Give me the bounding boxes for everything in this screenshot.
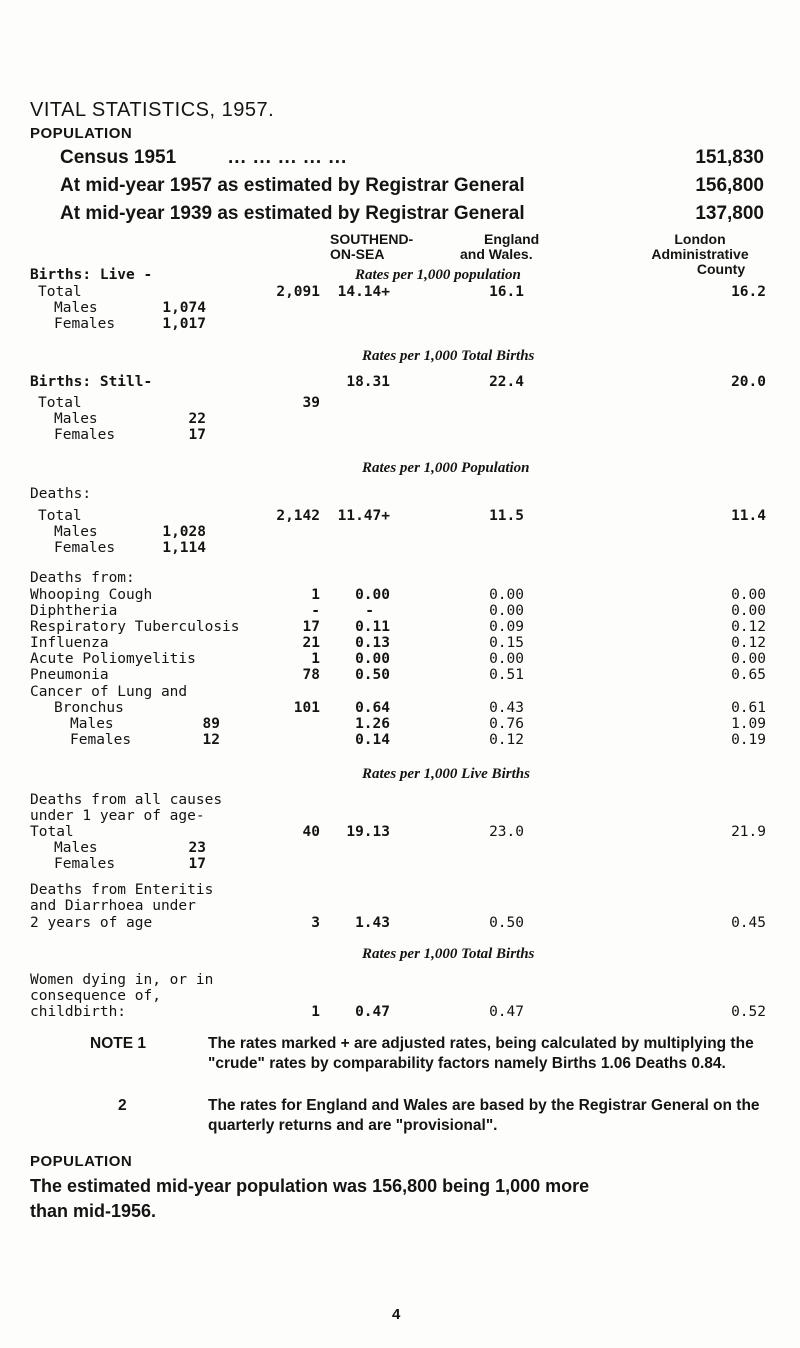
maternal-label-3: childbirth:	[30, 1004, 127, 1020]
deaths-males: 1,028	[162, 524, 206, 540]
cause-rate-southend: 0.00	[355, 587, 390, 603]
infant-females: 17	[188, 856, 206, 872]
note-2-number: 2	[118, 1097, 127, 1114]
enteritis-label-3: 2 years of age	[30, 915, 153, 931]
still-births-males-label: Males	[54, 411, 98, 427]
census-dots: ... ... ... ... ...	[228, 147, 348, 168]
infant-total-label: Total	[30, 824, 74, 840]
bronchus-label: Bronchus	[54, 700, 124, 716]
enteritis-rate-england: 0.50	[489, 915, 524, 931]
cause-rate-southend: 0.13	[355, 635, 390, 651]
cause-rate-london: 0.12	[731, 619, 766, 635]
cause-label: Whooping Cough	[30, 587, 153, 603]
live-births-total: 2,091	[276, 284, 320, 300]
cancer-males-rate-southend: 1.26	[355, 716, 390, 732]
midyear-1957-value: 156,800	[695, 175, 764, 196]
cause-rate-london: 0.00	[731, 603, 766, 619]
rate-header-population-2: Rates per 1,000 Population	[362, 460, 530, 476]
note-2-text: The rates for England and Wales are based by the Registrar General on the quarterly returns and are "provisional".	[208, 1097, 760, 1134]
maternal-rate-southend: 0.47	[355, 1004, 390, 1020]
infant-rate-london: 21.9	[731, 824, 766, 840]
cancer-rate-england: 0.43	[489, 700, 524, 716]
cause-rate-southend: 0.11	[355, 619, 390, 635]
maternal-label-2: consequence of,	[30, 988, 161, 1004]
cause-rate-southend: 0.50	[355, 667, 390, 683]
maternal-rate-london: 0.52	[731, 1004, 766, 1020]
deaths-rate-london: 11.4	[731, 508, 766, 524]
still-births-total-label: Total	[38, 395, 82, 411]
cancer-males-label: Males	[70, 716, 114, 732]
cause-rate-england: 0.00	[489, 651, 524, 667]
cancer-rate-london: 0.61	[731, 700, 766, 716]
midyear-1939-label: At mid-year 1939 as estimated by Registrar General	[60, 203, 525, 224]
rate-header-total-births-2: Rates per 1,000 Total Births	[362, 946, 535, 962]
live-births-females: 1,017	[162, 316, 206, 332]
live-births-females-label: Females	[54, 316, 116, 332]
cause-label: Acute Poliomyelitis	[30, 651, 196, 667]
cancer-label: Cancer of Lung and	[30, 684, 188, 700]
live-births-heading: Births: Live -	[30, 267, 153, 283]
infant-males: 23	[188, 840, 206, 856]
deaths-heading: Deaths:	[30, 486, 92, 502]
rate-header-live-births: Rates per 1,000 Live Births	[362, 766, 530, 782]
infant-rate-england: 23.0	[489, 824, 524, 840]
cause-rate-london: 0.00	[731, 587, 766, 603]
live-births-rate-southend: 14.14+	[337, 284, 390, 300]
population-summary-2: than mid-1956.	[30, 1201, 157, 1221]
cancer-females-label: Females	[70, 732, 132, 748]
census-label: Census 1951	[60, 147, 177, 168]
midyear-1939-value: 137,800	[695, 203, 764, 224]
enteritis-count: 3	[311, 915, 320, 931]
still-births-heading: Births: Still-	[30, 374, 153, 390]
cause-count: 21	[302, 635, 320, 651]
cause-rate-london: 0.12	[731, 635, 766, 651]
cause-rate-england: 0.09	[489, 619, 524, 635]
section-heading-population-2: POPULATION	[30, 1153, 133, 1170]
cause-count: 78	[302, 667, 320, 683]
deaths-total-label: Total	[38, 508, 82, 524]
page-number: 4	[392, 1306, 401, 1323]
midyear-1957-label: At mid-year 1957 as estimated by Registrar General	[60, 175, 525, 196]
maternal-count: 1	[311, 1004, 320, 1020]
cancer-males-rate-london: 1.09	[731, 716, 766, 732]
live-births-males-label: Males	[54, 300, 98, 316]
cause-label: Influenza	[30, 635, 109, 651]
cause-rate-england: 0.51	[489, 667, 524, 683]
infant-deaths-label: Deaths from all causes	[30, 792, 223, 808]
maternal-label: Women dying in, or in	[30, 972, 214, 988]
cause-count: 1	[311, 587, 320, 603]
census-value: 151,830	[695, 147, 764, 168]
live-births-males: 1,074	[162, 300, 206, 316]
enteritis-label-2: and Diarrhoea under	[30, 898, 196, 914]
cause-rate-london: 0.65	[731, 667, 766, 683]
still-births-rate-england: 22.4	[489, 374, 524, 390]
enteritis-label: Deaths from Enteritis	[30, 882, 214, 898]
cancer-males: 89	[202, 716, 220, 732]
cause-label: Pneumonia	[30, 667, 109, 683]
cause-count: -	[311, 603, 320, 619]
deaths-males-label: Males	[54, 524, 98, 540]
rate-header-population: Rates per 1,000 population	[355, 267, 521, 283]
still-births-females: 17	[188, 427, 206, 443]
deaths-from-heading: Deaths from:	[30, 570, 135, 586]
column-header-england-wales: England and Wales.	[460, 231, 540, 262]
enteritis-rate-southend: 1.43	[355, 915, 390, 931]
cancer-females-rate-london: 0.19	[731, 732, 766, 748]
cancer-females-rate-southend: 0.14	[355, 732, 390, 748]
deaths-rate-southend: 11.47+	[337, 508, 390, 524]
infant-deaths-label-2: under 1 year of age-	[30, 808, 205, 824]
live-births-total-label: Total	[38, 284, 82, 300]
note-1-number: NOTE 1	[90, 1035, 146, 1052]
cause-label: Diphtheria	[30, 603, 118, 619]
infant-females-label: Females	[54, 856, 116, 872]
cause-rate-southend: 0.00	[355, 651, 390, 667]
population-summary: The estimated mid-year population was 156,800 being 1,000 more	[30, 1176, 590, 1196]
cause-label: Respiratory Tuberculosis	[30, 619, 240, 635]
cause-rate-england: 0.00	[489, 603, 524, 619]
page-title: VITAL STATISTICS, 1957.	[30, 99, 275, 121]
still-births-males: 22	[188, 411, 206, 427]
cause-rate-england: 0.00	[489, 587, 524, 603]
cancer-females: 12	[202, 732, 220, 748]
still-births-rate-london: 20.0	[731, 374, 766, 390]
deaths-females: 1,114	[162, 540, 206, 556]
still-births-total: 39	[302, 395, 320, 411]
cancer-count: 101	[293, 700, 320, 716]
cancer-males-rate-england: 0.76	[489, 716, 524, 732]
section-heading-population: POPULATION	[30, 125, 133, 142]
column-header-southend: SOUTHEND- ON-SEA	[330, 231, 414, 262]
deaths-total: 2,142	[276, 508, 320, 524]
live-births-rate-england: 16.1	[489, 284, 524, 300]
cancer-females-rate-england: 0.12	[489, 732, 524, 748]
deaths-rate-england: 11.5	[489, 508, 524, 524]
cause-count: 1	[311, 651, 320, 667]
enteritis-rate-london: 0.45	[731, 915, 766, 931]
still-births-females-label: Females	[54, 427, 116, 443]
cause-rate-london: 0.00	[731, 651, 766, 667]
cancer-rate-southend: 0.64	[355, 700, 390, 716]
live-births-rate-london: 16.2	[731, 284, 766, 300]
maternal-rate-england: 0.47	[489, 1004, 524, 1020]
note-1-text: The rates marked + are adjusted rates, being calculated by multiplying the "crude" rates by comparability factors namely Births 1.06 Deaths 0.84.	[208, 1035, 754, 1072]
rate-header-total-births: Rates per 1,000 Total Births	[362, 348, 535, 364]
cause-rate-southend: -	[365, 603, 374, 619]
infant-males-label: Males	[54, 840, 98, 856]
cause-count: 17	[302, 619, 320, 635]
column-header-london: London Administrative County	[651, 231, 749, 277]
infant-total: 40	[302, 824, 320, 840]
still-births-rate-southend: 18.31	[346, 374, 390, 390]
deaths-females-label: Females	[54, 540, 116, 556]
cause-rate-england: 0.15	[489, 635, 524, 651]
infant-rate-southend: 19.13	[346, 824, 390, 840]
